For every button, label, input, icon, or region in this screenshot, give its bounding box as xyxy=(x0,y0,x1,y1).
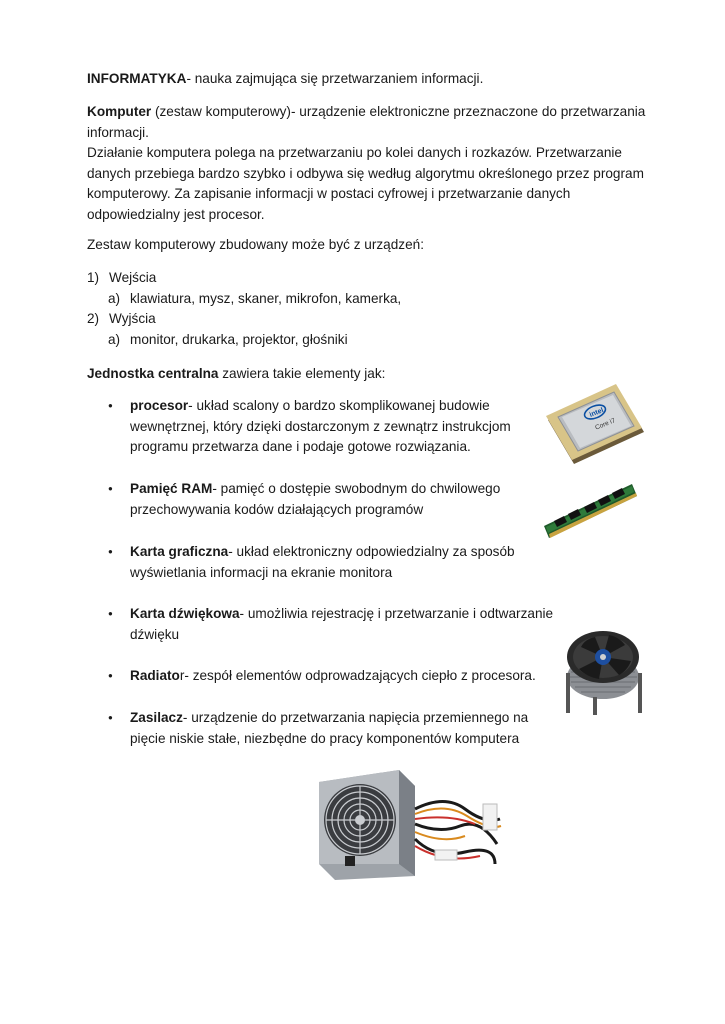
set-intro: Zestaw komputerowy zbudowany może być z urządzeń: xyxy=(87,237,424,252)
ram-image xyxy=(540,474,640,542)
list-number: 1) xyxy=(87,270,100,285)
component-desc: wyświetlania informacji na ekranie monitora xyxy=(130,564,393,580)
list-item xyxy=(108,666,560,687)
computer-line-2: informacji. xyxy=(87,124,149,140)
list-item xyxy=(108,708,560,749)
list-number: 2) xyxy=(87,311,100,326)
component-desc: pięcie niskie stałe, niezbędne do pracy komponentów komputera xyxy=(130,730,520,746)
component-term-tail: r xyxy=(179,668,185,683)
list-label: Wyjścia xyxy=(109,311,156,326)
list-label: klawiatura, mysz, skaner, mikrofon, kamerka, xyxy=(130,290,402,306)
cpu-model-text: Core i7 xyxy=(594,417,617,432)
central-unit-rest: zawiera takie elementy jak: xyxy=(218,366,386,381)
component-term: procesor xyxy=(130,398,189,413)
intro-paragraph xyxy=(87,69,647,90)
component-desc: - umożliwia rejestrację i przetwarzanie i odtwarzanie xyxy=(239,606,554,621)
list-item xyxy=(87,289,587,310)
list-item xyxy=(87,330,587,351)
cpu-image xyxy=(540,380,650,470)
informatyka-term: INFORMATYKA xyxy=(87,71,187,86)
list-item xyxy=(87,268,587,289)
computer-term: Komputer xyxy=(87,104,152,119)
component-desc: - układ elektroniczny odpowiedzialny za sposób xyxy=(228,544,515,559)
list-item xyxy=(108,604,580,645)
list-number: a) xyxy=(108,290,121,306)
component-desc: programu przetwarza dane i podaje gotowe rozwiązania. xyxy=(130,439,471,454)
list-label: Wejścia xyxy=(109,270,157,285)
computer-desc-2: danych przebiega bardzo szybko i odbywa się według algorytmu określonego przez program xyxy=(87,165,644,181)
component-desc: - pamięć o dostępie swobodnym do chwilowego xyxy=(212,481,501,496)
list-item xyxy=(108,542,560,583)
list-item xyxy=(108,479,560,520)
computer-paragraph xyxy=(87,102,647,225)
cpu-brand-text: intel xyxy=(588,407,605,419)
component-desc: dźwięku xyxy=(130,626,180,642)
informatyka-definition: - nauka zajmująca się przetwarzaniem informacji. xyxy=(186,71,484,86)
cooler-image xyxy=(563,617,645,717)
list-number: a) xyxy=(108,331,121,347)
computer-desc-4: odpowiedzialny jest procesor. xyxy=(87,206,265,222)
component-term: Radiato xyxy=(130,668,180,683)
list-item xyxy=(108,396,560,458)
component-term: Pamięć RAM xyxy=(130,481,213,496)
power-supply-image xyxy=(315,764,505,882)
component-term: Karta dźwiękowa xyxy=(130,606,240,621)
computer-desc-1: Działanie komputera polega na przetwarzaniu po kolei danych i rozkazów. Przetwarzanie xyxy=(87,145,622,160)
computer-desc-3: komputerowy. Za zapisanie informacji w postaci cyfrowej i przetwarzanie danych xyxy=(87,186,571,201)
component-desc: - urządzenie do przetwarzania napięcia przemiennego na xyxy=(182,710,529,725)
central-unit-term: Jednostka centralna xyxy=(87,366,219,381)
component-desc: - zespół elementów odprowadzających ciepło z procesora. xyxy=(184,668,536,683)
component-term: Zasilacz xyxy=(130,710,183,725)
computer-line-1: (zestaw komputerowy)- urządzenie elektroniczne przeznaczone do przetwarzania xyxy=(151,104,646,119)
component-term: Karta graficzna xyxy=(130,544,229,559)
component-desc: - układ scalony o bardzo skomplikowanej budowie xyxy=(188,398,490,413)
component-desc: przechowywania kodów działających programów xyxy=(130,501,424,517)
devices-list xyxy=(87,268,587,350)
component-desc: wewnętrznej, który dzięki dostarczonym z zewnątrz instrukcjom xyxy=(130,418,511,434)
list-label: monitor, drukarka, projektor, głośniki xyxy=(130,331,348,347)
list-item xyxy=(87,309,587,330)
